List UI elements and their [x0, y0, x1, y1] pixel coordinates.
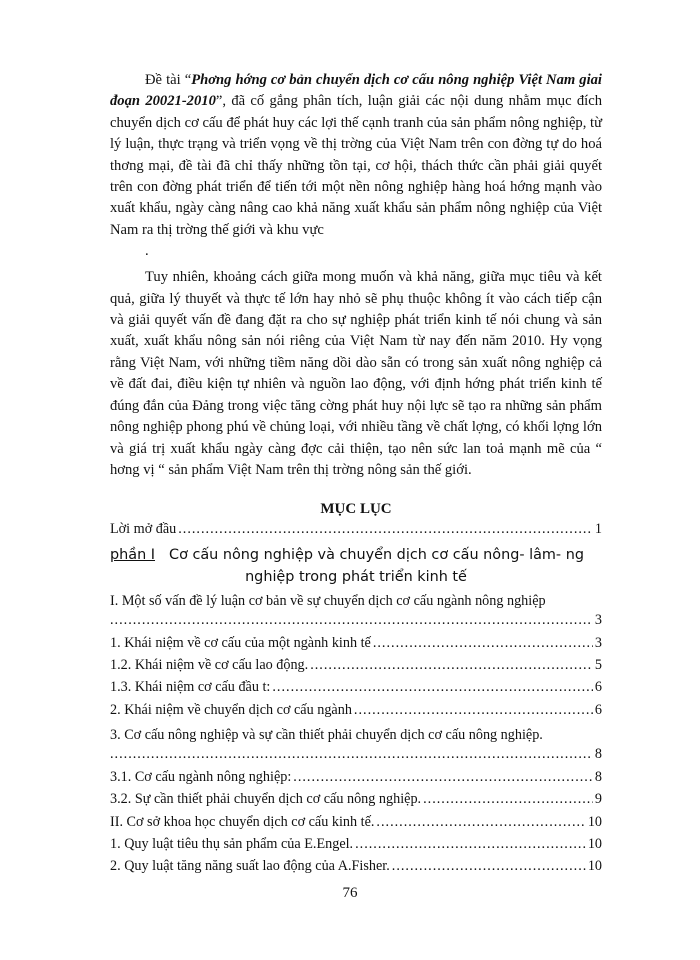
toc-entry-intro[interactable]: [110, 521, 602, 543]
toc-page-number: 3: [594, 612, 602, 629]
dot-leader: [310, 657, 593, 674]
toc-entry[interactable]: [110, 791, 602, 813]
toc-page-number: 3: [594, 634, 602, 651]
toc-entry-leader-row: [110, 746, 602, 768]
intro-paragraph-2: Tuy nhiên, khoảng cách giữa mong muốn và khả năng, giữa mục tiêu và kết quả, giữa lý thuyết và thực tế lớn hay nhỏ sẽ phụ thuộc không ít vào cách tiếp cận và giải quyết vấn đề đang đặt ra cho sự nghiệp phát triển kinh tế nói chung và sản xuất, xuất khẩu nông sản nói riêng của Việt Nam từ nay đến năm 2010. Hy vọng rằng Việt Nam, với những tiềm năng dồi dào sẵn có trong sản xuất nông nghiệp cả về đất đai, điều kiện tự nhiên và nguồn lao động, với định hớng phát triển kinh tế đúng đắn của Đảng trong việc tăng cờng phát huy nội lực sẽ tạo ra những sản phẩm nông nghiệp phong phú về chủng loại, với nhiều tầng về chất lợng, có khối lợng lớn và giá trị xuất khẩu ngày càng đợc cải thiện, tạo nên sức lan toả mạnh mẽ của “ hơng vị “ sản phẩm Việt Nam trên thị trờng nông sản thế giới.: [110, 269, 602, 478]
page-number: 76: [342, 885, 358, 901]
toc-entry[interactable]: [110, 635, 602, 657]
document-page: [110, 70, 602, 881]
toc-page-number: 6: [594, 701, 602, 718]
toc-page-number: 8: [594, 746, 602, 763]
toc-page-number: 5: [594, 656, 602, 673]
toc-page-number: 8: [594, 768, 602, 785]
dot-leader: [110, 746, 593, 763]
toc-entry-label: 3.2. Sự cần thiết phải chuyển dịch cơ cấu nông nghiệp.: [110, 791, 422, 808]
toc-entry[interactable]: [110, 702, 602, 724]
toc-entry-label-long[interactable]: 3. Cơ cấu nông nghiệp và sự cần thiết phải chuyển dịch cơ cấu nông nghiệp.: [110, 727, 543, 744]
toc-entry-label: Lời mở đầu: [110, 521, 177, 538]
toc-entry-label: 1. Quy luật tiêu thụ sản phẩm của E.Engel.: [110, 836, 354, 853]
dot-leader: [423, 791, 593, 808]
p1-body: ”, đã cố gắng phân tích, luận giải các nội dung nhằm mục đích chuyển dịch cơ cấu để phát huy các lợi thế cạnh tranh của sản phẩm nông nghiệp, từ lý luận, thực trạng và triển vọng về thị trờng của Việt Nam trên con đờng tự do hoá thơng mại, đề tài đã chỉ thấy những tồn tại, cơ hội, thách thức cần phải giải quyết trên con đờng phát triển để tiến tới một nền nông nghiệp hàng hoá hớng mạnh vào xuất khẩu, ngày càng nâng cao khả năng xuất khẩu sản phẩm nông nghiệp của Việt Nam ra thị trờng thế giới và khu vực: [110, 93, 603, 238]
part-label: phần I: [110, 546, 156, 563]
part-title-line-1: Cơ cấu nông nghiệp và chuyển dịch cơ cấu nông- lâm- ng: [169, 546, 584, 563]
toc-page-number: 10: [587, 813, 602, 830]
dot-leader: [376, 814, 585, 831]
p1-prefix: Đề tài “: [145, 72, 192, 88]
dot-leader: [373, 635, 593, 652]
toc-page-number: 10: [587, 858, 602, 875]
topic-title: Phơng hớng cơ bản chuyển dịch cơ cấu nông nghiệp Việt Nam giai đoạn 20021-2010: [110, 72, 602, 110]
table-of-contents: [110, 521, 602, 881]
toc-section-1-label[interactable]: I. Một số vấn đề lý luận cơ bản về sự chuyển dịch cơ cấu ngành nông nghiệp: [110, 592, 546, 609]
dot-leader: [178, 521, 593, 538]
toc-entry-label: 2. Quy luật tăng năng suất lao động của A.Fisher.: [110, 858, 390, 875]
toc-entry-label: 1.2. Khái niệm về cơ cấu lao động.: [110, 656, 309, 673]
toc-heading: MỤC LỤC: [320, 501, 392, 518]
stray-dot: .: [145, 243, 149, 260]
toc-entry-label: 1. Khái niệm về cơ cấu của một ngành kinh tế: [110, 634, 371, 651]
toc-entry-label: II. Cơ sở khoa học chuyển dịch cơ cấu kinh tế.: [110, 813, 375, 830]
toc-entry[interactable]: [110, 814, 602, 836]
toc-entry[interactable]: [110, 679, 602, 701]
dot-leader: [355, 836, 586, 853]
toc-page-number: 10: [587, 836, 602, 853]
toc-entry-label: 1.3. Khái niệm cơ cấu đầu t:: [110, 679, 271, 696]
toc-entry[interactable]: [110, 657, 602, 679]
toc-entry[interactable]: [110, 769, 602, 791]
toc-entry-label: 2. Khái niệm về chuyển dịch cơ cấu ngành: [110, 701, 352, 718]
dot-leader: [272, 679, 593, 696]
toc-page-number: 9: [594, 791, 602, 808]
dot-leader: [392, 858, 586, 875]
intro-paragraph-1: [110, 70, 602, 241]
toc-page-number: 6: [594, 679, 602, 696]
toc-entry[interactable]: [110, 836, 602, 858]
dot-leader: [293, 769, 593, 786]
toc-entry[interactable]: [110, 858, 602, 880]
toc-part-heading[interactable]: [110, 544, 602, 566]
toc-entry-label: 3.1. Cơ cấu ngành nông nghiệp:: [110, 768, 292, 785]
dot-leader: [110, 612, 593, 629]
part-title-line-2: nghiệp trong phát triển kinh tế: [245, 568, 467, 585]
toc-section-1-leader-row: [110, 612, 602, 634]
dot-leader: [354, 702, 593, 719]
toc-page-number: 1: [594, 521, 602, 538]
